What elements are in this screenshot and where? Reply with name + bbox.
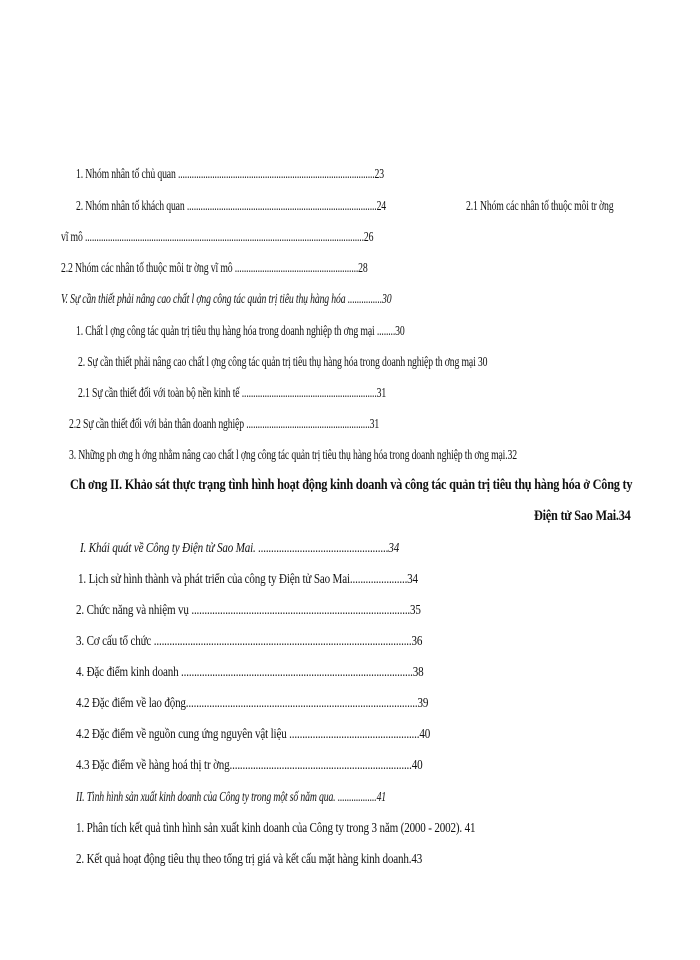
toc-entry: 1. Phân tích kết quả tình hình sản xuất kinh doanh của Công ty trong 3 năm (2000 - 2002). 41 [76, 820, 476, 835]
toc-entry: 2.2 Nhóm các nhân tố thuộc môi tr ờng vĩ mô ......................................................28 [61, 260, 368, 275]
toc-entry: 4.2 Đặc điểm về lao động.........................................................................................39 [76, 695, 429, 710]
toc-entry: 2. Kết quả hoạt động tiêu thụ theo tổng trị giá và kết cấu mặt hàng kinh doanh.43 [76, 851, 423, 866]
toc-entry: 1. Lịch sử hình thành và phát triển của công ty Điện tử Sao Mai......................34 [78, 571, 418, 586]
toc-entry: 2. Chức năng và nhiệm vụ ....................................................................................35 [76, 602, 421, 617]
toc-section-heading: V. Sự cần thiết phải nâng cao chất l ợng công tác quản trị tiêu thụ hàng hóa ...............30 [61, 291, 392, 306]
toc-entry: vĩ mô ..........................................................................................................................26 [61, 229, 374, 244]
toc-entry: 3. Những ph ơng h ớng nhằm nâng cao chất l ợng công tác quản trị tiêu thụ hàng hóa trong doanh nghiệp th ơng mại.32 [69, 447, 517, 462]
toc-entry: 3. Cơ cấu tổ chức ...................................................................................................36 [76, 633, 423, 648]
toc-entry: 2.2 Sự cần thiết đối với bản thân doanh nghiệp ......................................................31 [69, 416, 380, 431]
toc-entry: 2. Sự cần thiết phải nâng cao chất l ợng công tác quản trị tiêu thụ hàng hóa trong doanh nghiệp th ơng mại 30 [78, 354, 488, 369]
toc-entry: 4.3 Đặc điểm về hàng hoá thị tr ờng......................................................................40 [76, 757, 423, 772]
toc-entry: 1. Nhóm nhân tố chủ quan ......................................................................................23 [76, 166, 384, 181]
toc-entry: 2.1 Sự cần thiết đối với toàn bộ nền kinh tế ...........................................................31 [78, 385, 387, 400]
toc-entry: 2.1 Nhóm các nhân tố thuộc môi tr ờng [466, 198, 614, 213]
toc-entry: 1. Chất l ợng công tác quản trị tiêu thụ hàng hóa trong doanh nghiệp th ơng mại ........30 [76, 323, 405, 338]
toc-entry: 2. Nhóm nhân tố khách quan ...................................................................................24 [76, 198, 387, 213]
toc-section-heading: II. Tình hình sản xuất kinh doanh của Công ty trong một số năm qua. .................41 [76, 789, 387, 804]
toc-entry: 4.2 Đặc điểm về nguồn cung ứng nguyên vật liệu ..................................................40 [76, 726, 431, 741]
toc-chapter-heading-cont: Điện tử Sao Mai.34 [534, 508, 631, 524]
toc-entry: 4. Đặc điểm kinh doanh .........................................................................................38 [76, 664, 424, 679]
toc-chapter-heading: Ch ơng II. Khảo sát thực trạng tình hình hoạt động kinh doanh và công tác quản trị tiêu thụ hàng hóa ở Công ty [70, 477, 633, 493]
toc-section-heading: I. Khái quát về Công ty Điện tử Sao Mai. ..................................................34 [80, 540, 400, 555]
